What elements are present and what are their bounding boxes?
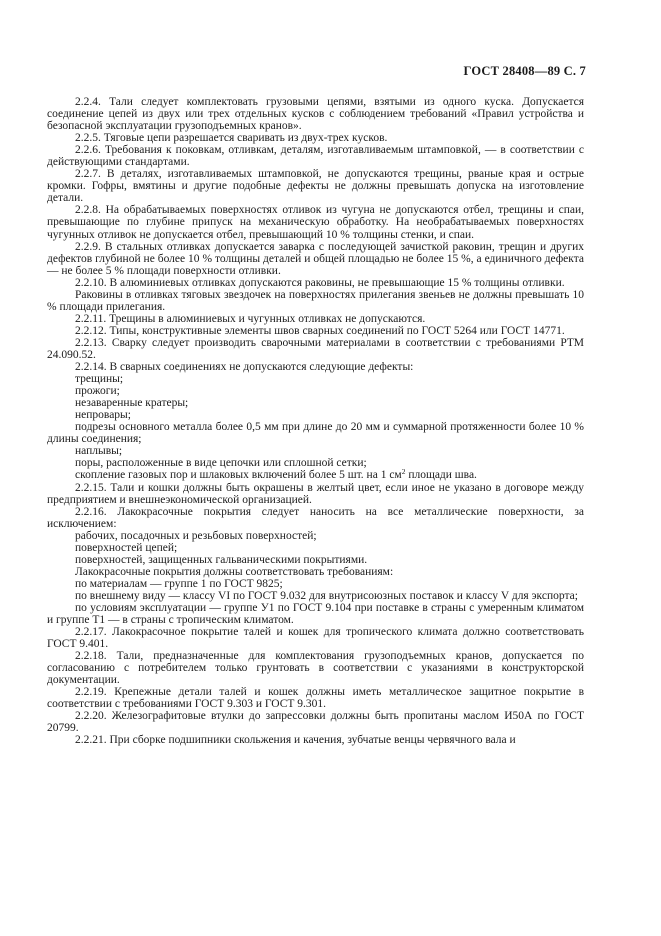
clause-number: 2.2.19. <box>75 686 107 699</box>
list-item: поверхностей цепей; <box>75 541 178 554</box>
list-item: Лакокрасочные покрытия должны соответствовать требованиям: <box>75 565 394 578</box>
clause-number: 2.2.5. <box>75 132 101 145</box>
clause-number: 2.2.21. <box>75 734 107 747</box>
clause-number: 2.2.11. <box>75 312 107 325</box>
clause-number: 2.2.4. <box>75 96 101 108</box>
clause-text: Тяговые цепи разрешается сваривать из двух-трех кусков. <box>103 132 388 145</box>
clause-number: 2.2.9. <box>75 240 101 253</box>
clause-paragraph <box>47 313 584 325</box>
weld-defect-gas-pores <box>47 469 584 481</box>
clause-text: Тали, предназначенные для комплектования грузоподъемных кранов, допускается по согласованию с потребителем только грунтовать в соответствии с указаниями в конструкторской документации. <box>47 650 585 687</box>
document-body <box>47 96 584 747</box>
clause-text: Лакокрасочные покрытия следует наносить на все металлические поверхности, за исключением: <box>47 505 585 530</box>
list-item: трещины; <box>75 373 124 386</box>
clause-paragraph <box>47 482 584 506</box>
clause-paragraph <box>47 132 584 144</box>
clause-paragraph <box>47 204 584 240</box>
clause-text: Крепежные детали талей и кошек должны иметь металлическое защитное покрытие в соответствии с требованиями ГОСТ 9.303 и ГОСТ 9.301. <box>47 686 584 711</box>
list-item: прожоги; <box>75 385 120 398</box>
gas-pores-text-end: площади шва. <box>405 469 477 482</box>
page-header: ГОСТ 28408—89 С. 7 <box>463 64 586 78</box>
clause-text: Сварку следует производить сварочными материалами в соответствии с требованиями РТМ 24.090.52. <box>47 336 584 361</box>
clause-paragraph <box>47 289 584 313</box>
weld-defects-list <box>47 373 584 469</box>
list-item: по внешнему виду — классу VI по ГОСТ 9.032 для внутрисоюзных поставок и классу V для экспорта; <box>75 589 578 602</box>
clause-paragraph <box>47 506 584 530</box>
clause-paragraph <box>47 710 584 734</box>
list-item: подрезы основного металла более 0,5 мм при длине до 20 мм и суммарной протяженности более 10 % длины соединения; <box>47 421 584 446</box>
clause-number: 2.2.16. <box>75 505 107 518</box>
clause-text: Тали следует комплектовать грузовыми цепями, взятыми из одного куска. Допускается соединение цепей из двух или трех отдельных кусков с соблюдением требований «Правил устройства и безопасной эксплуатации грузоподъемных кранов». <box>47 96 584 133</box>
clause-number: 2.2.6. <box>75 144 101 157</box>
clause-text: Железографитовые втулки до запрессовки должны быть пропитаны маслом И50А по ГОСТ 20799. <box>47 710 585 735</box>
clause-paragraph <box>47 325 584 337</box>
coating-exceptions-list <box>47 530 584 626</box>
clause-text: В стальных отливках допускается заварка с последующей зачисткой раковин, трещин и других дефектов глубиной не более 10 % толщины деталей и общей площадью не более 15 %, а единичного дефекта — не более 5 % площади поверхности отливки. <box>47 240 585 277</box>
clause-number: 2.2.15. <box>75 481 107 494</box>
list-item: поверхностей, защищенных гальваническими покрытиями. <box>75 553 368 566</box>
clause-text: Лакокрасочное покрытие талей и кошек для тропического климата должно соответствовать ГОСТ 9.401. <box>47 626 584 651</box>
clause-number: 2.2.18. <box>75 650 107 663</box>
clause-text: Трещины в алюминиевых и чугунных отливках не допускаются. <box>109 312 426 325</box>
area-unit-superscript: 2 <box>401 467 406 477</box>
clause-paragraph <box>47 96 584 132</box>
clause-number: 2.2.7. <box>75 168 101 181</box>
list-item: по условиям эксплуатации — группе У1 по ГОСТ 9.104 при поставке в страны с умеренным климатом и группе Т1 — в страны с тропическим климатом. <box>47 601 584 627</box>
clause-text: Тали и кошки должны быть окрашены в желтый цвет, если иное не указано в договоре между предприятием и внешнеэкономической организацией. <box>47 481 585 506</box>
list-item: наплывы; <box>75 445 123 458</box>
clause-text: В деталях, изготавливаемых штамповкой, не допускаются трещины, рваные края и острые кромки. Гофры, вмятины и другие подобные дефекты не должны превышать допуска на изготовление детали. <box>47 168 585 205</box>
clause-text: Типы, конструктивные элементы швов сварных соединений по ГОСТ 5264 или ГОСТ 14771. <box>109 324 565 337</box>
clause-text: В сварных соединениях не допускаются следующие дефекты: <box>109 361 414 374</box>
clause-text: При сборке подшипники скольжения и качения, зубчатые венцы червячного вала и <box>109 734 516 747</box>
clause-number: 2.2.8. <box>75 204 101 217</box>
clause-number: 2.2.10. <box>75 276 107 289</box>
clause-paragraph <box>47 168 584 204</box>
clause-number: 2.2.14. <box>75 361 107 374</box>
clause-text: На обрабатываемых поверхностях отливок из чугуна не допускаются отбел, трещины и спаи, превышающие по глубине припуск на механическую обработку. На необрабатываемых поверхностях чугунных отливок не допускается отбел, превышающий 10 % толщины стенки, и спаи. <box>47 204 584 241</box>
clauses-2-2-4-to-2-2-14 <box>47 96 584 373</box>
list-item: по материалам — группе 1 по ГОСТ 9825; <box>75 577 283 590</box>
list-item: незаваренные кратеры; <box>75 397 189 410</box>
clause-paragraph <box>47 361 584 373</box>
clause-paragraph <box>47 734 584 746</box>
gas-pores-text: скопление газовых пор и шлаковых включений более 5 шт. на 1 см <box>75 469 402 482</box>
list-item: непровары; <box>75 409 131 422</box>
list-item: поры, расположенные в виде цепочки или сплошной сетки; <box>75 457 367 470</box>
clause-paragraph <box>47 277 584 289</box>
clauses-2-2-15-to-2-2-16 <box>47 482 584 530</box>
clause-text: В алюминиевых отливках допускаются раковины, не превышающие 15 % толщины отливки. <box>109 276 565 289</box>
clause-paragraph <box>47 626 584 650</box>
clause-paragraph <box>47 144 584 168</box>
clause-number: 2.2.12. <box>75 324 107 337</box>
list-item: рабочих, посадочных и резьбовых поверхностей; <box>75 529 317 542</box>
clause-text: Требования к поковкам, отливкам, деталям, изготавливаемым штамповкой, — в соответствии с действующими стандартами. <box>47 144 584 169</box>
clause-number: 2.2.17. <box>75 626 107 639</box>
clause-paragraph <box>47 686 584 710</box>
clause-paragraph <box>47 337 584 361</box>
clause-text: Раковины в отливках тяговых звездочек на поверхностях прилегания звеньев не должны превышать 10 % площади прилегания. <box>47 288 584 313</box>
clauses-2-2-17-to-2-2-21 <box>47 626 584 746</box>
clause-paragraph <box>47 650 584 686</box>
clause-paragraph <box>47 241 584 277</box>
clause-number: 2.2.20. <box>75 710 107 723</box>
clause-number: 2.2.13. <box>75 336 107 349</box>
